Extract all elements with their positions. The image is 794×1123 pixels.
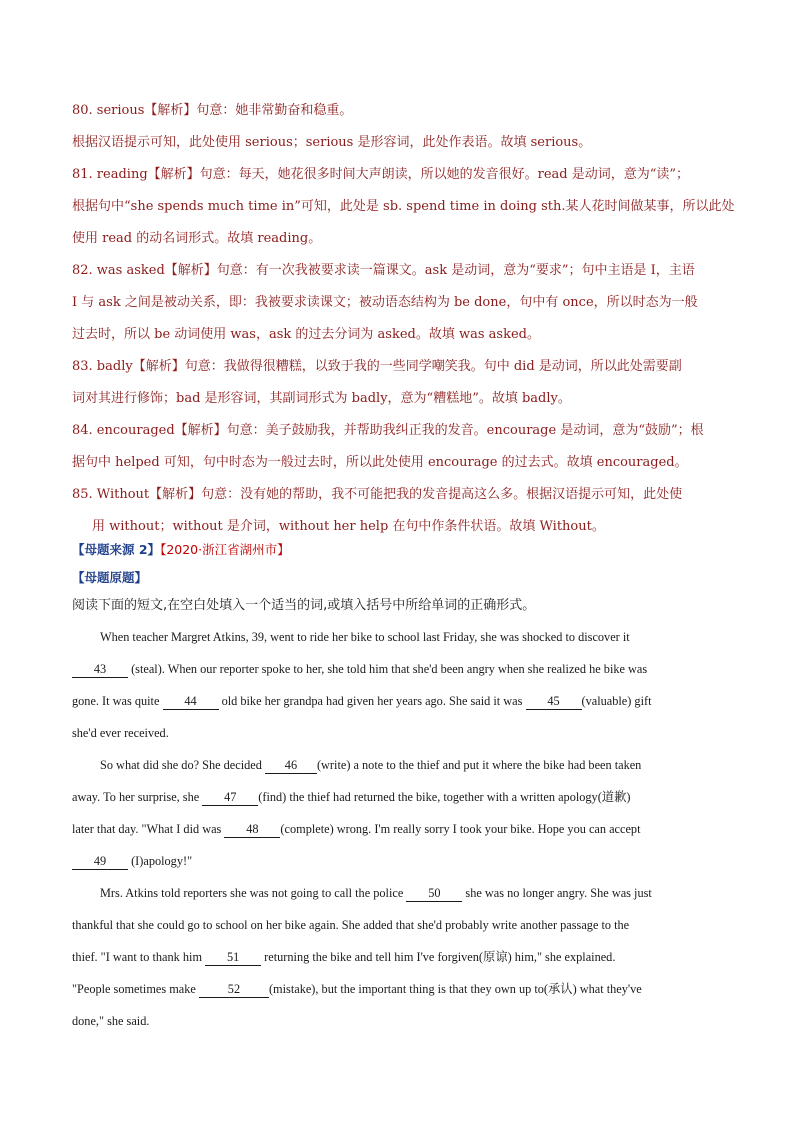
blank-44: 44 (163, 693, 219, 710)
passage-text: (valuable) gift (581, 694, 652, 708)
answer-83-line-2: 词对其进行修饰；bad 是形容词，其副词形式为 badly，意为“糟糕地”。故填 badly。 (72, 391, 571, 406)
passage-p3-line-5: done," she said. (72, 1014, 150, 1028)
blank-52: 52 (199, 981, 269, 998)
passage-p3-line-3 (72, 947, 722, 967)
instruction: 阅读下面的短文,在空白处填入一个适当的词,或填入括号中所给单词的正确形式。 (72, 598, 536, 613)
answer-82-line-3: 过去时，所以 be 动词使用 was，ask 的过去分词为 asked。故填 was asked。 (72, 327, 540, 342)
blank-50: 50 (406, 885, 462, 902)
answer-81-line-1: 81. reading【解析】句意：每天，她花很多时间大声朗读，所以她的发音很好。read 是动词，意为“读”； (72, 167, 690, 182)
answer-83-line-1: 83. badly【解析】句意：我做得很糟糕，以致于我的一些同学嘲笑我。句中 did 是动词，所以此处需要副 (72, 359, 682, 374)
answer-80-line-1: 80. serious【解析】句意：她非常勤奋和稳重。 (72, 103, 353, 118)
passage-text: "People sometimes make (72, 982, 199, 996)
passage-p1-line-4: she'd ever received. (72, 726, 169, 740)
source-label: 【母题来源 2】 (72, 542, 161, 557)
passage-text: away. To her surprise, she (72, 790, 203, 804)
passage-p3-line-1 (100, 883, 750, 903)
passage-p1-line-3 (72, 691, 722, 711)
passage-p2-line-3 (72, 819, 722, 839)
answer-80-line-2: 根据汉语提示可知，此处使用 serious；serious 是形容词，此处作表语。故填 serious。 (72, 135, 592, 150)
passage-p2-line-2 (72, 787, 722, 807)
passage-text: (find) the thief had returned the bike, together with a written apology(道歉) (258, 790, 631, 804)
passage-p1-line-2 (72, 659, 722, 679)
passage-text: Mrs. Atkins told reporters she was not going to call the police (100, 886, 407, 900)
blank-47: 47 (202, 789, 258, 806)
passage-p1-line-1: When teacher Margret Atkins, 39, went to ride her bike to school last Friday, she was shocked to discover it (100, 630, 630, 644)
answer-82-line-1: 82. was asked【解析】句意：有一次我被要求读一篇课文。ask 是动词，意为“要求”；句中主语是 I，主语 (72, 263, 695, 278)
blank-45: 45 (526, 693, 582, 710)
passage-text: (steal). When our reporter spoke to her, she told him that she'd been angry when she realized he bike was (128, 662, 648, 676)
blank-49: 49 (72, 853, 128, 870)
answer-84-line-2: 据句中 helped 可知，句中时态为一般过去时，所以此处使用 encourage 的过去式。故填 encouraged。 (72, 455, 688, 470)
passage-text: old bike her grandpa had given her years ago. She said it was (218, 694, 526, 708)
passage-text: (I)apology!" (128, 854, 193, 868)
passage-text: thief. "I want to thank him (72, 950, 206, 964)
source-value: 【2020·浙江省湖州市】 (160, 542, 290, 557)
original-label: 【母题原题】 (72, 570, 148, 585)
passage-p3-line-4 (72, 979, 722, 999)
passage-p2-line-1 (100, 755, 750, 775)
passage-text: (complete) wrong. I'm really sorry I took your bike. Hope you can accept (280, 822, 641, 836)
answer-82-line-2: I 与 ask 之间是被动关系，即：我被要求读课文；被动语态结构为 be done，句中有 once，所以时态为一般 (72, 295, 698, 310)
passage-text: (write) a note to the thief and put it where the bike had been taken (316, 758, 642, 772)
blank-46: 46 (265, 757, 317, 774)
answer-85-line-2: 用 without；without 是介词，without her help 在句中作条件状语。故填 Without。 (92, 519, 605, 534)
passage-text: So what did she do? She decided (100, 758, 265, 772)
answer-81-line-3: 使用 read 的动名词形式。故填 reading。 (72, 231, 322, 246)
answer-84-line-1: 84. encouraged【解析】句意：美子鼓励我，并帮助我纠正我的发音。encourage 是动词，意为“鼓励”；根 (72, 423, 704, 438)
blank-43: 43 (72, 661, 128, 678)
passage-text: later that day. "What I did was (72, 822, 225, 836)
answer-85-line-1: 85. Without【解析】句意：没有她的帮助，我不可能把我的发音提高这么多。根据汉语提示可知，此处使 (72, 487, 683, 502)
passage-p3-line-2: thankful that she could go to school on her bike again. She added that she'd probably write another passage to the (72, 918, 630, 932)
answer-81-line-2: 根据句中“she spends much time in”可知，此处是 sb. spend time in doing sth.某人花时间做某事，所以此处 (72, 199, 735, 214)
passage-text: gone. It was quite (72, 694, 163, 708)
source-header (72, 540, 290, 560)
passage-text: she was no longer angry. She was just (462, 886, 652, 900)
blank-48: 48 (224, 821, 280, 838)
blank-51: 51 (205, 949, 261, 966)
passage-text: (mistake), but the important thing is that they own up to(承认) what they've (268, 982, 642, 996)
passage-text: returning the bike and tell him I've forgiven(原谅) him," she explained. (261, 950, 616, 964)
passage-p2-line-4 (72, 851, 722, 871)
